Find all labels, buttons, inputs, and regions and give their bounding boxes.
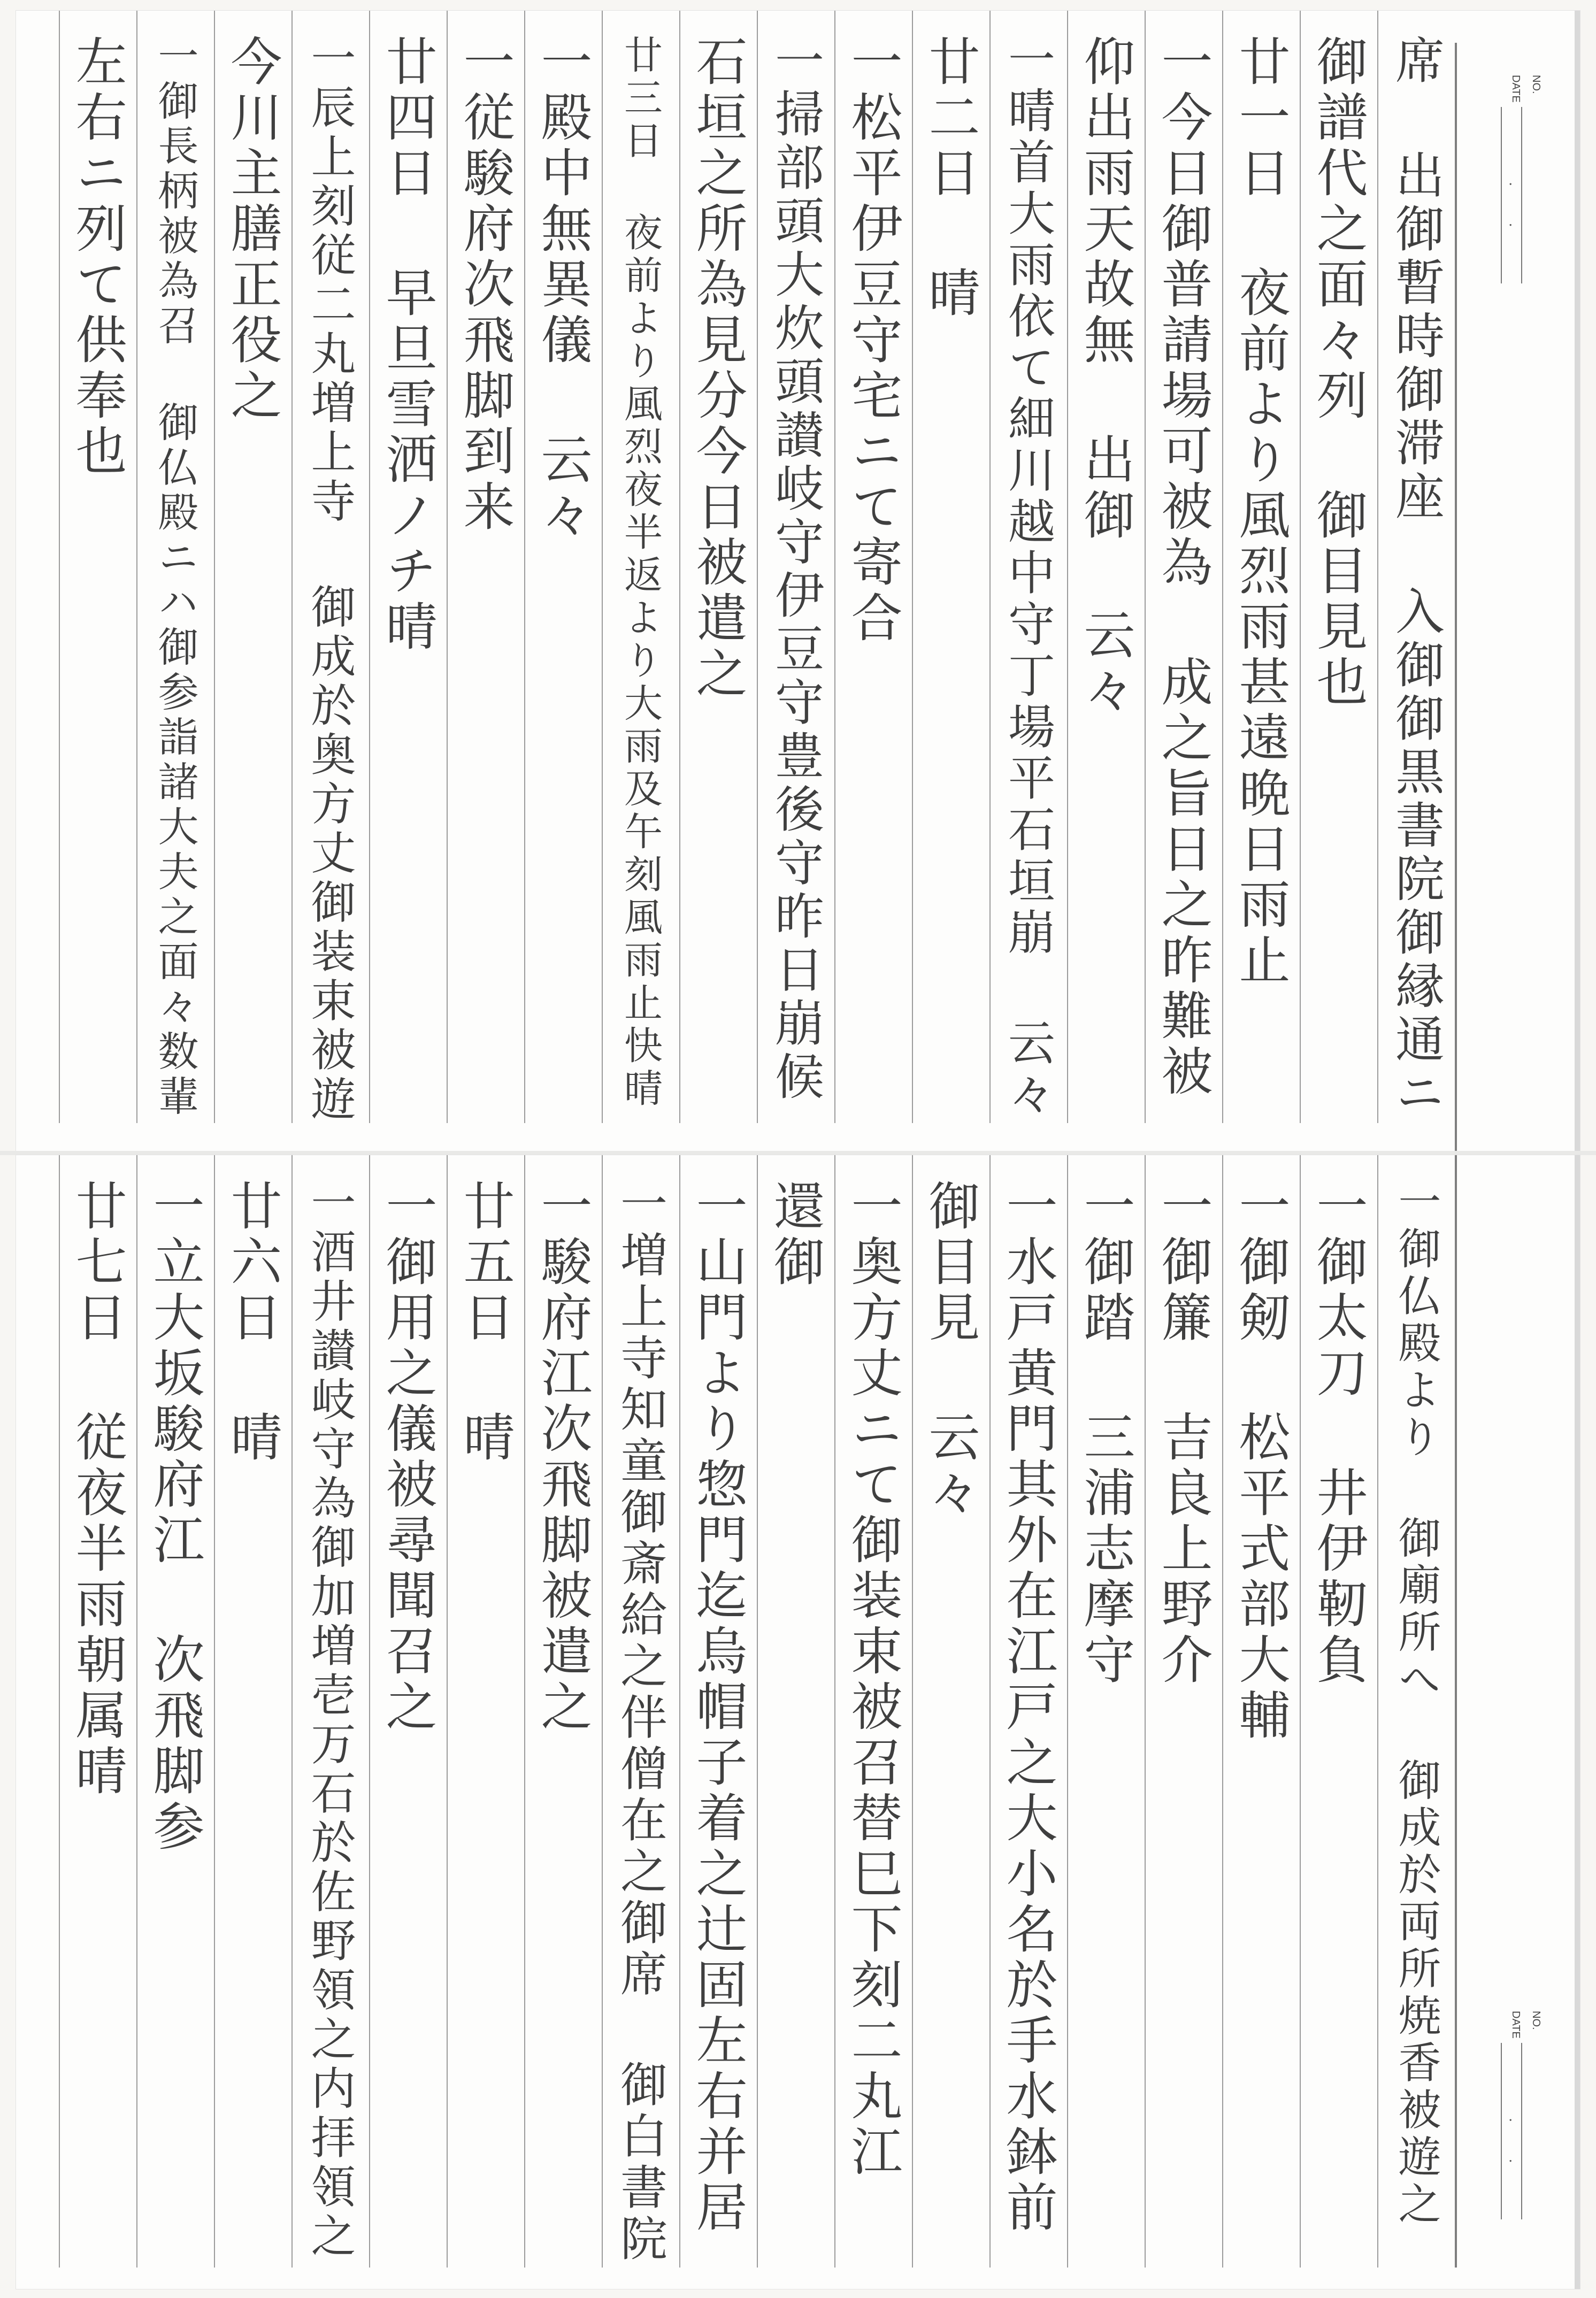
text-column <box>1306 1179 1370 2281</box>
handwritten-line: 還御 <box>765 1179 825 1290</box>
handwritten-line: 廿五日 晴 <box>455 1179 515 1466</box>
handwritten-line: 席 出御暫時御滞座 入御御黒書院御縁通ニ <box>1387 35 1445 1120</box>
text-column <box>1229 1179 1293 2281</box>
text-column <box>996 35 1060 1136</box>
margin-line <box>1455 1155 1457 2268</box>
text-column <box>65 1179 129 2281</box>
handwritten-line: 一晴首大雨依て細川越中守丁場平石垣崩 云々 <box>1001 35 1056 1121</box>
ruled-line <box>1300 1155 1301 2268</box>
handwritten-line: 一殿中無異儀 云々 <box>533 35 593 544</box>
handwritten-line: 一今日御普請場可被為 成之旨日之昨難被 <box>1153 35 1213 1100</box>
text-column <box>1073 35 1138 1136</box>
handwritten-line: 一松平伊豆守宅ニて寄合 <box>843 35 903 647</box>
ruled-line <box>834 11 835 1123</box>
ruled-line <box>757 11 758 1123</box>
notebook-page-bottom <box>16 1155 1580 2289</box>
text-column <box>1384 35 1448 1136</box>
handwritten-line: 一奥方丈ニて御装束被召替巳下刻二丸江 <box>843 1179 903 2180</box>
handwritten-line: 一御用之儀被尋聞召之 <box>378 1179 438 1735</box>
text-column <box>65 35 129 1136</box>
text-column <box>453 35 517 1136</box>
ruled-line <box>447 1155 448 2268</box>
ruled-line <box>369 11 370 1123</box>
text-column <box>841 35 905 1136</box>
page-edge <box>1575 1155 1580 2289</box>
ruled-line <box>524 1155 525 2268</box>
page-gap <box>0 1151 1596 1155</box>
text-column <box>298 35 362 1136</box>
handwritten-line: 石垣之所為見分今日被遣之 <box>688 35 748 702</box>
text-column <box>375 35 440 1136</box>
ruled-line <box>912 1155 913 2268</box>
text-column <box>1229 35 1293 1136</box>
text-column <box>1306 35 1370 1136</box>
handwritten-line: 一駿府江次飛脚被遣之 <box>533 1179 593 1735</box>
date-label: DATE <box>1510 2011 1522 2039</box>
handwritten-line: 廿四日 早旦雪洒ノチ晴 <box>378 35 438 655</box>
ruled-line <box>989 1155 991 2268</box>
text-column <box>220 35 285 1136</box>
text-column <box>608 1179 672 2281</box>
text-column <box>686 1179 750 2281</box>
ruled-line <box>369 1155 370 2268</box>
text-column <box>1151 35 1215 1136</box>
ruled-line <box>1377 11 1378 1123</box>
text-column <box>220 1179 285 2281</box>
handwritten-line: 御目見 云々 <box>920 1179 980 1521</box>
handwritten-line: 一増上寺知童御斎給之伴僧在之御席 御白書院 <box>613 1179 668 2265</box>
handwritten-line: 一御剱 松平式部大輔 <box>1231 1179 1291 1744</box>
ruled-line <box>447 11 448 1123</box>
margin-line <box>1455 43 1457 1155</box>
text-column <box>143 1179 207 2281</box>
ruled-line <box>1300 11 1301 1123</box>
handwritten-line: 一辰上刻従二丸増上寺 御成於奥方丈御装束被遊 <box>304 35 356 1125</box>
text-column <box>841 1179 905 2281</box>
text-column <box>1384 1179 1448 2281</box>
handwritten-line: 一御長柄被為召 御仏殿ニハ御参詣諸大夫之面々数輩 <box>151 35 199 1120</box>
ruled-line <box>989 11 991 1123</box>
ruled-line <box>602 1155 603 2268</box>
ruled-line <box>912 11 913 1123</box>
handwritten-line: 一御簾 吉良上野介 <box>1153 1179 1213 1688</box>
ruled-line <box>1067 1155 1068 2268</box>
text-column <box>453 1179 517 2281</box>
text-column <box>1151 1179 1215 2281</box>
handwritten-line: 廿二日 晴 <box>920 35 980 321</box>
date-dots: . . <box>1506 182 1522 243</box>
ruled-line <box>1145 11 1146 1123</box>
ruled-line <box>1222 11 1223 1123</box>
handwritten-line: 今川主膳正役之 <box>222 35 282 424</box>
text-column <box>298 1179 362 2281</box>
handwritten-line: 一従駿府次飛脚到来 <box>455 35 515 535</box>
ruled-line <box>136 1155 137 2268</box>
ruled-line <box>291 1155 293 2268</box>
handwritten-line: 一水戸黄門其外在江戸之大小名於手水鉢前 <box>998 1179 1058 2236</box>
handwritten-line: 廿六日 晴 <box>222 1179 282 1466</box>
text-column <box>143 35 207 1136</box>
text-column <box>686 35 750 1136</box>
ruled-line <box>214 11 215 1123</box>
ruled-line <box>1067 11 1068 1123</box>
text-column <box>531 35 595 1136</box>
no-date-box <box>1487 2011 1551 2235</box>
handwritten-line: 一立大坂駿府江 次飛脚参 <box>145 1179 205 1855</box>
handwritten-line: 廿七日 従夜半雨朝属晴 <box>67 1179 127 1800</box>
handwritten-line: 一酒井讃岐守為御加増壱万石於佐野領之内拝領之 <box>304 1179 356 2262</box>
ruled-line <box>214 1155 215 2268</box>
date-label: DATE <box>1510 75 1522 103</box>
ruled-line <box>602 11 603 1123</box>
notebook-page-top <box>16 11 1580 1155</box>
text-column <box>1073 1179 1138 2281</box>
handwritten-line: 御譜代之面々列 御目見也 <box>1308 35 1368 711</box>
text-column <box>608 35 672 1136</box>
ruled-line <box>291 11 293 1123</box>
text-column <box>531 1179 595 2281</box>
handwritten-line: 廿三日 夜前より風烈夜半返より大雨及午刻風雨止快晴 <box>618 35 663 1111</box>
ruled-line <box>1377 1155 1378 2268</box>
date-dots: . . <box>1506 2118 1522 2179</box>
ruled-line <box>59 11 60 1123</box>
handwritten-line: 左右ニ列て供奉也 <box>67 35 127 480</box>
no-label: NO. <box>1530 2011 1542 2030</box>
ruled-line <box>757 1155 758 2268</box>
handwritten-line: 一御踏 三浦志摩守 <box>1076 1179 1135 1688</box>
text-column <box>918 1179 983 2281</box>
text-column <box>375 1179 440 2281</box>
page-edge <box>1575 11 1580 1155</box>
ruled-line <box>524 11 525 1123</box>
ruled-line <box>136 11 137 1123</box>
no-date-box <box>1487 75 1551 299</box>
handwritten-line: 一御太刀 井伊靭負 <box>1308 1179 1368 1688</box>
text-column <box>763 1179 827 2281</box>
handwritten-line: 一御仏殿より 御廟所へ 御成於両所焼香被遊之 <box>1391 1179 1441 2228</box>
ruled-line <box>59 1155 60 2268</box>
ruled-line <box>1222 1155 1223 2268</box>
text-column <box>918 35 983 1136</box>
no-label: NO. <box>1530 75 1542 94</box>
text-column <box>763 35 827 1136</box>
handwritten-line: 一山門より惣門迄烏帽子着之辻固左右并居 <box>688 1179 748 2236</box>
ruled-line <box>1145 1155 1146 2268</box>
ruled-line <box>679 11 680 1123</box>
handwritten-line: 廿一日 夜前より風烈雨甚遠晩日雨止 <box>1231 35 1291 989</box>
ruled-line <box>679 1155 680 2268</box>
ruled-line <box>834 1155 835 2268</box>
handwritten-line: 仰出雨天故無 出御 云々 <box>1076 35 1135 719</box>
handwritten-line: 一掃部頭大炊頭讃岐守伊豆守豊後守昨日崩候 <box>767 35 824 1104</box>
text-column <box>996 1179 1060 2281</box>
